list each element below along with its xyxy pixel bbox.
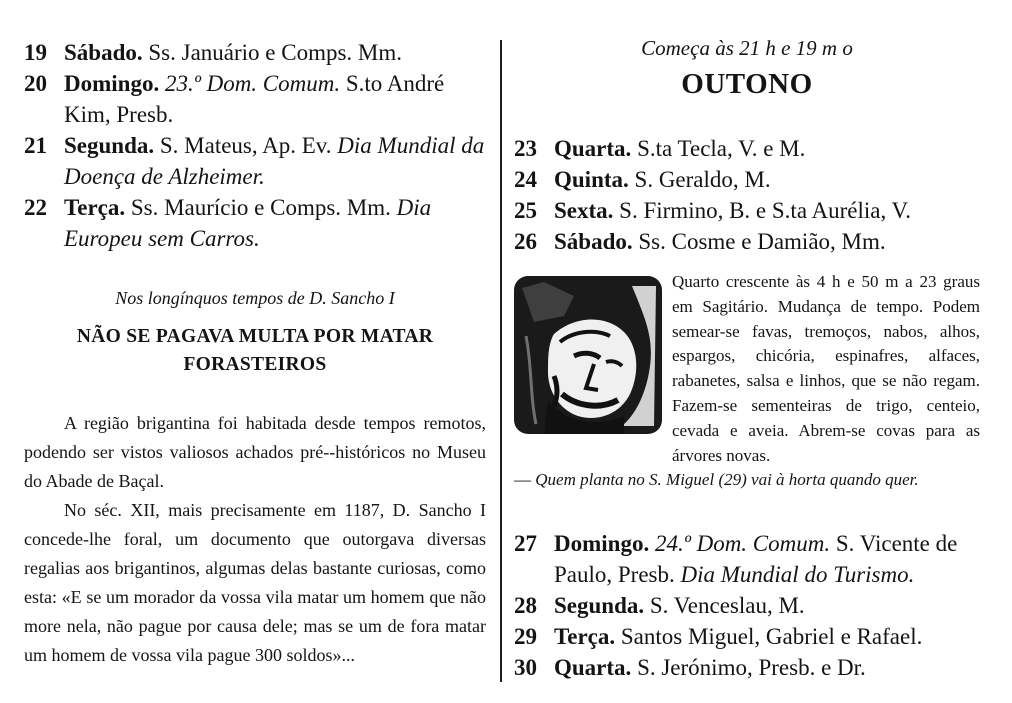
- weekday: Segunda.: [554, 593, 645, 618]
- portrait-sketch-icon: [514, 276, 662, 434]
- observance: Dia Mundial da Doença de Alzheimer.: [64, 133, 485, 189]
- weekday: Quinta.: [554, 167, 629, 192]
- saint-text: Ss. Cosme e Damião, Mm.: [638, 229, 886, 254]
- saint-text: S. Vicente de Paulo, Presb.: [554, 531, 958, 587]
- calendar-entry-19: [24, 37, 486, 68]
- saint-text: S. Venceslau, M.: [649, 593, 805, 618]
- saint-text: Santos Miguel, Gabriel e Rafael.: [620, 624, 923, 649]
- day-number: 21: [24, 133, 47, 158]
- saint-text: S.to André Kim, Presb.: [64, 71, 445, 127]
- moon-phase-block: [514, 270, 980, 493]
- liturgical-note: 23.º Dom. Comum.: [164, 71, 341, 96]
- weekday: Segunda.: [64, 133, 155, 158]
- calendar-entry-25: [514, 195, 980, 226]
- saint-text: S. Mateus, Ap. Ev.: [159, 133, 332, 158]
- weekday: Terça.: [64, 195, 126, 220]
- day-number: 27: [514, 531, 537, 556]
- moon-proverb-line: — Quem planta no S. Miguel (29) vai à horta quando quer.: [514, 470, 919, 490]
- weekday: Domingo.: [554, 531, 650, 556]
- calendar-entry-27: [514, 528, 980, 590]
- calendar-entry-28: [514, 590, 980, 621]
- saint-text: Ss. Maurício e Comps. Mm.: [130, 195, 391, 220]
- calendar-entry-29: [514, 621, 980, 652]
- day-number: 25: [514, 198, 537, 223]
- observance: Dia Europeu sem Carros.: [64, 195, 432, 251]
- calendar-entry-23: [514, 133, 980, 164]
- weekday: Terça.: [554, 624, 616, 649]
- liturgical-note: 24.º Dom. Comum.: [654, 531, 831, 556]
- day-number: 23: [514, 136, 537, 161]
- saint-text: S. Firmino, B. e S.ta Aurélia, V.: [619, 198, 911, 223]
- saint-text: S. Jerónimo, Presb. e Dr.: [637, 655, 866, 680]
- moon-forecast: Quarto crescente às 4 h e 50 m a 23 graus em Sagitário. Mudança de tempo. Podem semear-se favas, tremoços, nabos, alhos, espargos, chicória, espinafres, alfaces, rabanetes, salsa e linhos, que se não regam. Fazem-se sementeiras de trigo, centeio, cevada e aveia. Abrem-se covas para as árvores novas.: [672, 272, 980, 465]
- calendar-entry-22: [24, 192, 486, 254]
- day-number: 28: [514, 593, 537, 618]
- column-divider: [500, 40, 502, 682]
- weekday: Quarta.: [554, 136, 632, 161]
- proverb: Quem planta no S. Miguel (29) vai à horta quando quer.: [535, 470, 919, 490]
- season-title: OUTONO: [681, 68, 813, 100]
- article-paragraph-1: A região brigantina foi habitada desde tempos remotos, podendo ser vistos valiosos achados pré-‑históricos no Museu do Abade de Baçal.: [24, 413, 486, 491]
- season-start-caption: Começa às 21 h e 19 m o: [641, 36, 853, 60]
- article-headline-line-1: NÃO SE PAGAVA MULTA POR MATAR: [76, 326, 434, 347]
- day-number: 22: [24, 195, 47, 220]
- weekday: Domingo.: [64, 71, 160, 96]
- article-paragraph-2: No séc. XII, mais precisamente em 1187, D. Sancho I concede-lhe foral, um documento que outorgava diversas regalias aos brigantinos, algumas delas bastante curiosas, como esta: «E se um morador da vossa vila matar um homem que não more nela, não pague por causa dele; mas se um de fora matar um homem de vossa vila pague 300 soldos»...: [24, 500, 486, 665]
- day-number: 29: [514, 624, 537, 649]
- calendar-entry-30: [514, 652, 980, 683]
- weekday: Quarta.: [554, 655, 632, 680]
- day-number: 20: [24, 71, 47, 96]
- calendar-entry-24: [514, 164, 980, 195]
- calendar-entry-20: [24, 68, 486, 130]
- day-number: 19: [24, 40, 47, 65]
- weekday: Sábado.: [64, 40, 143, 65]
- weekday: Sábado.: [554, 229, 633, 254]
- saint-text: S. Geraldo, M.: [634, 167, 771, 192]
- day-number: 26: [514, 229, 537, 254]
- calendar-entry-26: [514, 226, 980, 257]
- calendar-entry-21: [24, 130, 486, 192]
- saint-text: Ss. Januário e Comps. Mm.: [148, 40, 403, 65]
- weekday: Sexta.: [554, 198, 614, 223]
- article-headline-line-2: FORASTEIROS: [183, 354, 327, 375]
- right-column: [514, 0, 980, 680]
- day-number: 30: [514, 655, 537, 680]
- observance: Dia Mundial do Turismo.: [680, 562, 915, 587]
- article-caption: Nos longínquos tempos de D. Sancho I: [115, 288, 395, 308]
- saint-text: S.ta Tecla, V. e M.: [637, 136, 806, 161]
- day-number: 24: [514, 167, 537, 192]
- left-column: [24, 0, 486, 670]
